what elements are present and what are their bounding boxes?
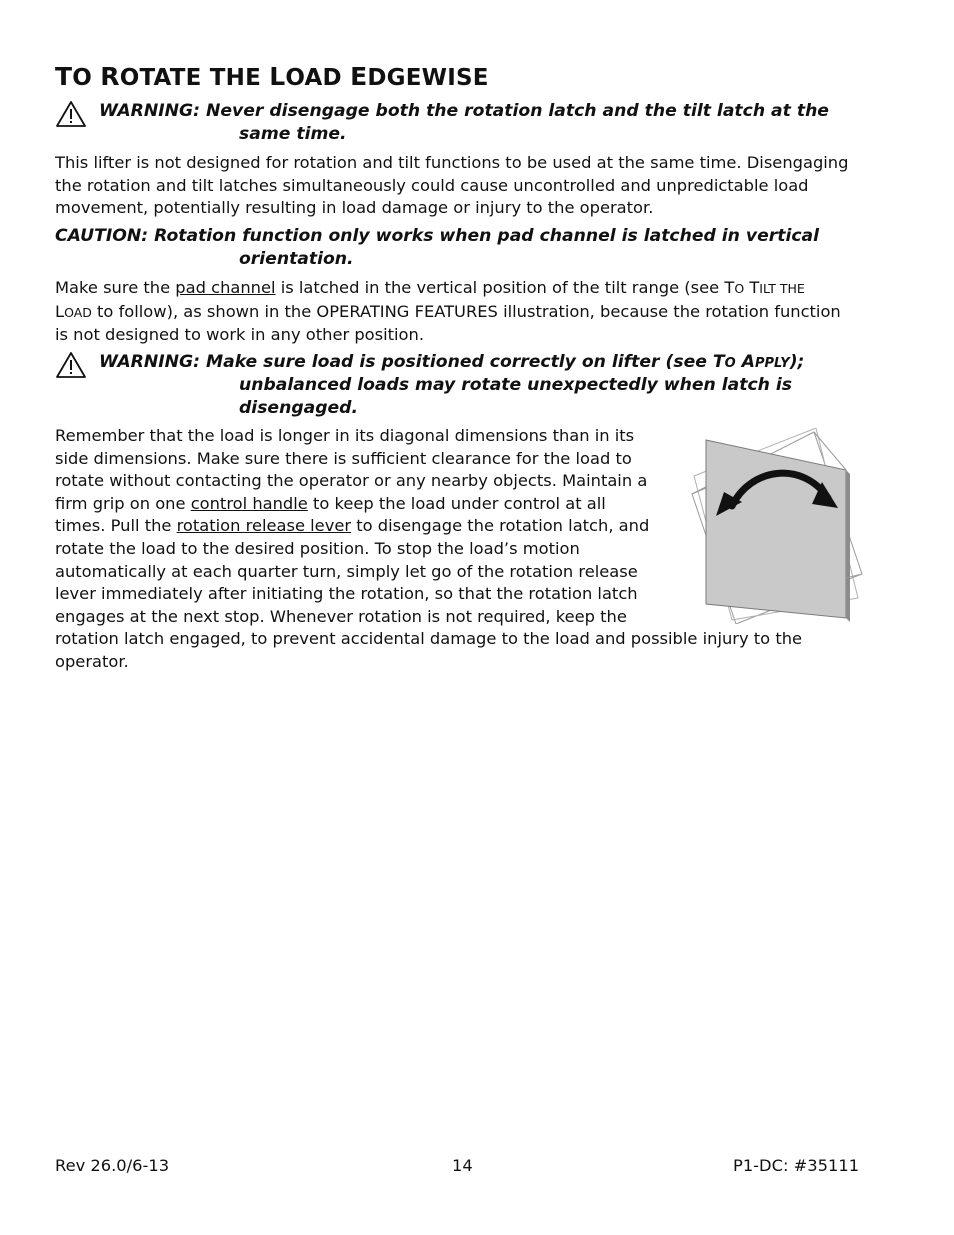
warning-1-line-2: same time. [239,124,347,144]
tilt-the-load-reference-cont[interactable]: LOAD [55,301,92,321]
control-handle-link[interactable]: control handle [190,493,308,513]
footer-page-number: 14 [452,1156,473,1175]
paragraph-3-line-11: operator. [55,651,129,671]
paragraph-1-line-1: This lifter is not designed for rotation and tilt functions to be used at the same time. Disengaging [55,153,849,172]
paragraph-3-line-9: engages at the next stop. Whenever rotation is not required, keep the [55,606,627,626]
warning-block-2 [55,351,895,421]
paragraph-3-line-4: firm grip on one control handle to keep the load under control at all [55,493,606,513]
footer-doc-id: P1-DC: #35111 [733,1156,860,1175]
paragraph-1-line-3: movement, potentially resulting in load damage or injury to the operator. [55,198,654,218]
warning-triangle-icon [55,100,87,128]
paragraph-2-line-2: LOAD to follow), as shown in the OPERATING FEATURES illustration, because the rotation function [55,301,841,321]
warning-triangle-icon [55,351,87,379]
rotation-release-lever-link[interactable]: rotation release lever [176,516,352,536]
paragraph-2-line-3: is not designed to work in any other position. [55,325,424,345]
pad-channel-link[interactable]: pad channel [175,278,276,297]
paragraph-3-line-7: automatically at each quarter turn, simply let go of the rotation release [55,561,638,581]
paragraph-1 [55,152,848,220]
footer-revision: Rev 26.0/6-13 [55,1156,170,1175]
paragraph-3-line-2: side dimensions. Make sure there is sufficient clearance for the load to [55,448,632,468]
paragraph-2 [55,277,841,347]
caution-block [55,225,895,273]
section-heading: TO ROTATE THE LOAD EDGEWISE [55,62,489,91]
paragraph-3-line-6: rotate the load to the desired position. To stop the load’s motion [55,538,580,558]
paragraph-3-line-5: times. Pull the rotation release lever to disengage the rotation latch, and [55,516,650,536]
warning-1-line-1: WARNING: Never disengage both the rotation latch and the tilt latch at the [99,101,829,121]
warning-block-1 [55,100,895,148]
rotating-load-illustration [672,428,868,624]
warning-2-line-3: disengaged. [239,398,359,418]
warning-2-line-1: WARNING: Make sure load is positioned correctly on lifter (see TO APPLY); [99,352,805,372]
paragraph-2-line-1: Make sure the pad channel is latched in the vertical position of the tilt range (see TO TILT THE [55,278,805,297]
warning-2-line-2: unbalanced loads may rotate unexpectedly when latch is [239,375,793,395]
paragraph-3-line-8: lever immediately after initiating the rotation, so that the rotation latch [55,584,638,604]
paragraph-3-line-3: rotate without contacting the operator or any nearby objects. Maintain a [55,471,648,491]
to-apply-reference[interactable]: TO APPLY [712,352,790,372]
caution-line-2: orientation. [239,249,354,269]
caution-line-1: CAUTION: Rotation function only works when pad channel is latched in vertical [55,226,820,246]
paragraph-3-line-1: Remember that the load is longer in its diagonal dimensions than in its [55,426,635,445]
paragraph-3-line-10: rotation latch engaged, to prevent accidental damage to the load and possible injury to the [55,629,803,649]
paragraph-1-line-2: the rotation and tilt latches simultaneously could cause uncontrolled and unpredictable load [55,175,809,195]
tilt-the-load-reference[interactable]: TO TILT THE [724,278,805,297]
